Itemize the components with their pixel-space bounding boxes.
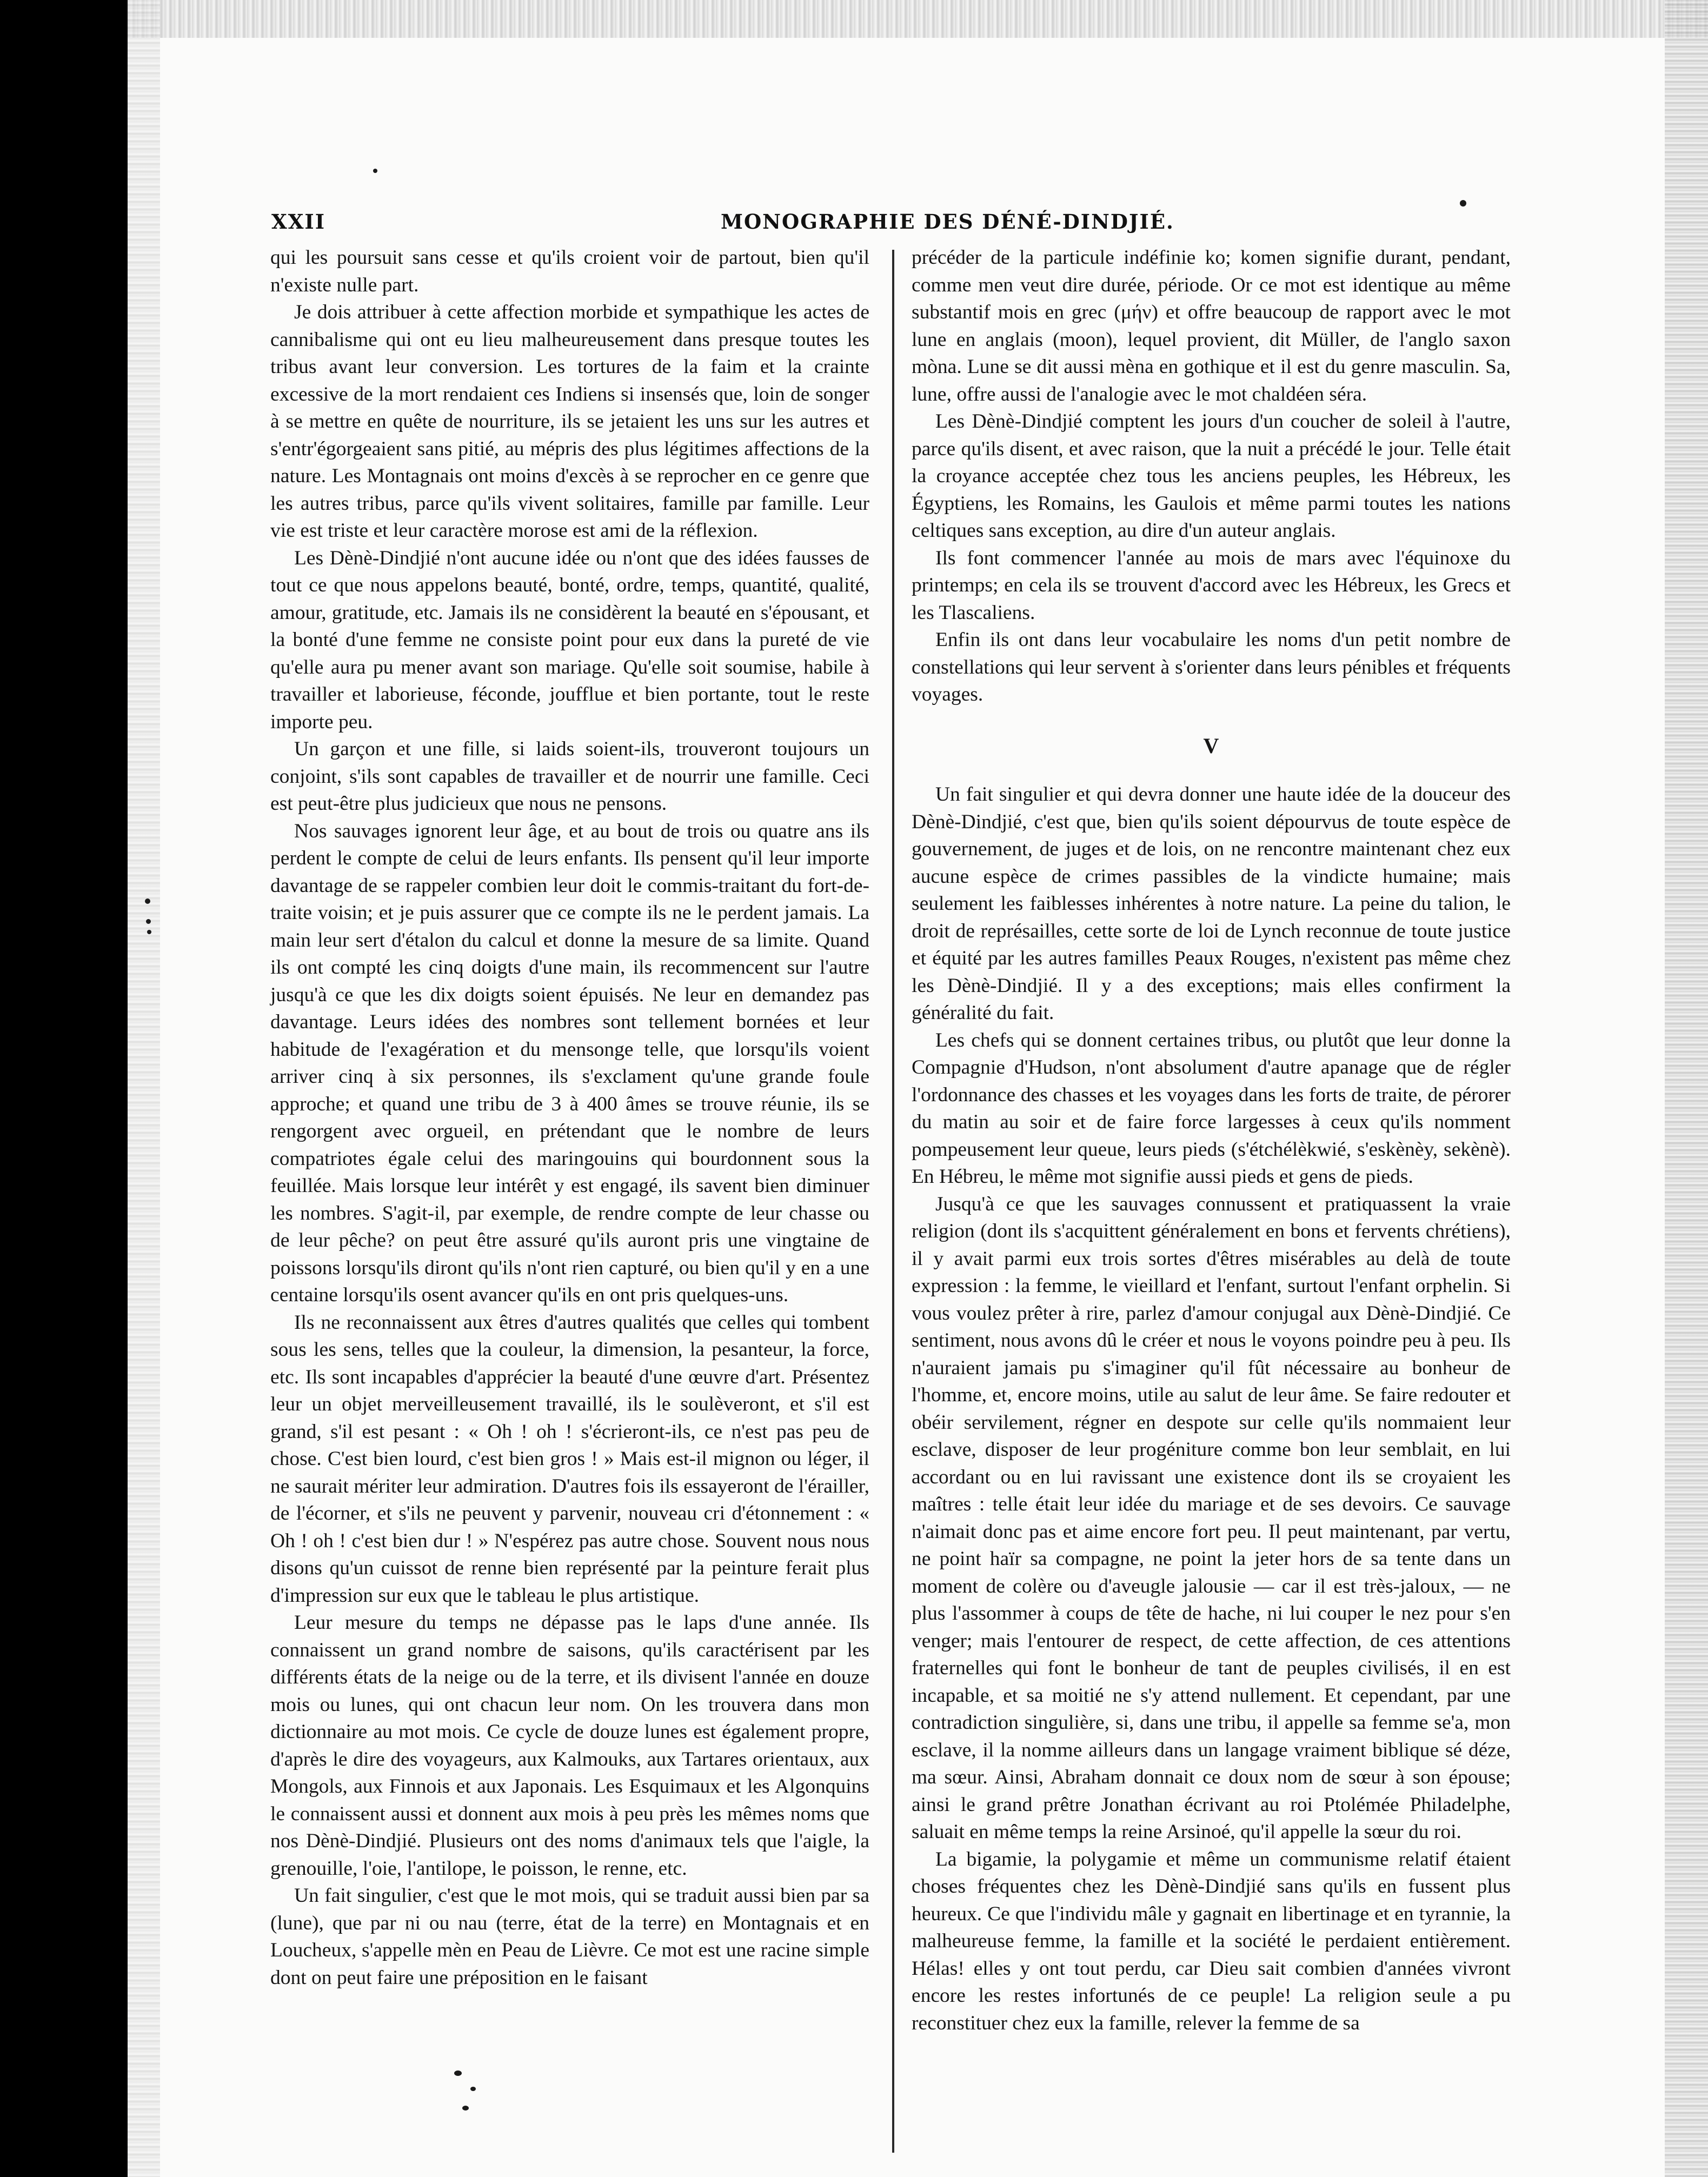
ink-speck [1460, 200, 1466, 207]
paragraph: Les Dènè-Dindjié comptent les jours d'un coucher de soleil à l'autre, parce qu'ils disent, et avec raison, que la nuit a précédé le jour. Telle était la croyance acceptée chez tous les anciens peuples, les Hébreux, les Égyptiens, les Romains, les Gaulois et même parmi toutes les nations celtiques sans exception, au dire d'un auteur anglais. [912, 410, 1511, 542]
paragraph: La bigamie, la polygamie et même un communisme relatif étaient choses fréquentes chez les Dènè-Dindjié sans qu'ils en fussent plus heureux. Ce que l'individu mâle y gagnait en libertinage et en tyrannie, la malheureuse femme, la famille et la société le perdaient entièrement. Hélas! elles y ont tout perdu, car Dieu sait combien d'années vivront encore les restes infortunés de ce peuple! La religion seule a pu reconstituer chez eux la famille, relever la femme de sa [912, 1848, 1511, 2034]
left-column [270, 244, 869, 1992]
paragraph: Les Dènè-Dindjié n'ont aucune idée ou n'ont que des idées fausses de tout ce que nous appelons beauté, bonté, ordre, temps, quantité, qualité, amour, gratitude, etc. Jamais ils ne considèrent la beauté en s'épousant, et la bonté d'une femme ne consiste point pour eux dans la pureté de vie qu'elle aura pu mener avant son mariage. Qu'elle soit soumise, habile à travailler et laborieuse, féconde, joufflue et bien portante, tout le reste importe peu. [270, 547, 869, 733]
page-top-edge [128, 0, 1708, 38]
page-number: XXII [271, 210, 326, 234]
paragraph: Un garçon et une fille, si laids soient-ils, trouveront toujours un conjoint, s'ils sont capables de travailler et de nourrir une famille. Ceci est peut-être plus judicieux que nous ne pensons. [270, 738, 869, 815]
ink-speck [145, 898, 150, 904]
paragraph: Je dois attribuer à cette affection morbide et sympathique les actes de cannibalisme qui ont eu lieu malheureusement dans presque toutes les tribus avant leur conversion. Les tortures de la faim et la crainte excessive de la mort rendaient ces Indiens si insensés que, loin de songer à se mettre en quête de nourriture, ils se jetaient les uns sur les autres et s'entr'égorgeaient sans pitié, au mépris des plus légitimes affections de la nature. Les Montagnais ont moins d'excès à se reprocher en ce genre que les autres tribus, parce qu'ils vivent solitaires, famille par famille. Leur vie est triste et leur caractère morose est ami de la réflexion. [270, 301, 869, 542]
paragraph: précéder de la particule indéfinie ko; komen signifie durant, pendant, comme men veut dire durée, période. Or ce mot est identique au même substantif mois en grec (μήν) et offre beaucoup de rapport avec le mot lune en anglais (moon), lequel provient, dit Müller, de l'anglo saxon mòna. Lune se dit aussi mèna en gothique et il est du genre masculin. Sa, lune, offre aussi de l'analogie avec le mot chaldéen séra. [912, 247, 1511, 405]
paragraph: Enfin ils ont dans leur vocabulaire les noms d'un petit nombre de constellations qui leur servent à s'orienter dans leurs pénibles et fréquents voyages. [912, 629, 1511, 705]
paragraph: Jusqu'à ce que les sauvages connussent et pratiquassent la vraie religion (dont ils s'acquittent généralement en bons et fervents chrétiens), il y avait parmi eux trois sortes d'êtres misérables au delà de toute expression : la femme, le vieillard et l'enfant, surtout l'enfant orphelin. Si vous voulez prêter à rire, parlez d'amour conjugal aux Dènè-Dindjié. Ce sentiment, nous avons dû le créer et nous le voyons poindre peu à peu. Ils n'auraient jamais pu s'imaginer qu'il fût nécessaire au bonheur de l'homme, et, encore moins, utile au salut de leur âme. Se faire redouter et obéir servilement, régner en despote sur celle qu'ils nommaient leur esclave, disposer de leur progéniture comme bon leur semblait, en lui accordant ou en lui ravissant une existence dont ils se croyaient les maîtres : telle était leur idée du mariage et de ses devoirs. Ce sauvage n'aimait donc pas et aime encore fort peu. Il peut maintenant, par vertu, ne point haïr sa compagne, ne point la jeter hors de sa tente dans un moment de colère ou d'aveugle jalousie — car il est très-jaloux, — ne plus l'assommer à coups de tête de hache, ni lui couper le nez pour s'en venger; mais l'entourer de respect, de cette affection, de ces attentions fraternelles qui font le bonheur de tant de peuples civilisés, il en est incapable, et sa moitié ne s'y attend nullement. Et cependant, par une contradiction singulière, si, dans une tribu, il appelle sa femme se'a, mon esclave, il la nomme ailleurs dans un langage vraiment biblique sé déze, ma sœur. Ainsi, Abraham donnait ce doux nom de sœur à son épouse; ainsi le grand prêtre Jonathan écrivant au roi Ptolémée Philadelphe, saluait en même temps la reine Arsinoé, qu'il appelle la sœur du roi. [912, 1193, 1511, 1843]
page-left-edge [128, 0, 160, 2177]
ink-speck [470, 2087, 476, 2091]
ink-speck [462, 2106, 469, 2111]
paragraph: Nos sauvages ignorent leur âge, et au bout de trois ou quatre ans ils perdent le compte de celui de leurs enfants. Ils pensent qu'il leur importe davantage de se rappeler combien leur doit le commis-traitant du fort-de-traite voisin; et je puis assurer que ce compte ils ne le perdent jamais. La main leur sert d'étalon du calcul et donne la mesure de sa limite. Quand ils ont compté les cinq doigts d'une main, ils recommencent sur l'autre jusqu'à ce que les dix doigts soient épuisés. Ne leur en demandez pas davantage. Leurs idées des nombres sont tellement bornées et leur habitude de l'exagération et du mensonge telle, que lorsqu'ils voient arriver cinq à six personnes, ils s'exclament qu'une grande foule approche; et quand une tribu de 3 à 400 âmes se trouve réunie, ils se rengorgent avec orgueil, en prétendant que le nombre de leurs compatriotes égale celui des maringouins qui bourdonnent sous la feuillée. Mais lorsque leur intérêt y est engagé, ils savent bien diminuer les nombres. S'agit-il, par exemple, de rendre compte de leur chasse ou de leur pêche? on peut être assuré qu'ils auront pris une vingtaine de poissons lorsqu'ils diront qu'ils n'ont rien capturé, ou bien qu'il y en a une centaine lorsqu'ils osent avancer qu'ils en ont pris quelques-uns. [270, 820, 869, 1306]
paragraph: Leur mesure du temps ne dépasse pas le laps d'une année. Ils connaissent un grand nombre de saisons, qu'ils caractérisent par les différents états de la neige ou de la terre, et ils divisent l'année en douze mois ou lunes, qui ont chacun leur nom. On les trouvera dans mon dictionnaire au mot mois. Ce cycle de douze lunes est également propre, d'après le dire des voyageurs, aux Kalmouks, aux Tartares orientaux, aux Mongols, aux Finnois et aux Japonais. Les Esquimaux et les Algonquins le connaissent aussi et donnent aux mois à peu près les mêmes noms que nos Dènè-Dindjié. Plusieurs ont des noms d'animaux tels que l'aigle, la grenouille, l'oie, l'antilope, le poisson, le renne, etc. [270, 1612, 869, 1880]
column-rule [892, 250, 894, 2153]
paragraph: Ils font commencer l'année au mois de mars avec l'équinoxe du printemps; en cela ils se trouvent d'accord avec les Hébreux, les Grecs et les Tlascaliens. [912, 547, 1511, 624]
ink-speck [147, 930, 151, 934]
paragraph: Un fait singulier, c'est que le mot mois, qui se traduit aussi bien par sa (lune), que par ni ou nau (terre, état de la terre) en Montagnais et en Loucheux, s'appelle mèn en Peau de Lièvre. Ce mot est une racine simple dont on peut faire une préposition en le faisant [270, 1885, 869, 1989]
ink-speck [146, 919, 151, 924]
paragraph: Ils ne reconnaissent aux êtres d'autres qualités que celles qui tombent sous les sens, telles que la couleur, la dimension, la pesanteur, la force, etc. Ils sont incapables d'apprécier la beauté d'une œuvre d'art. Présentez leur un objet merveilleusement travaillé, ils le soulèveront, et s'il est grand, s'il est pesant : « Oh ! oh ! s'écrieront-ils, ce n'est pas peu de chose. C'est bien lourd, c'est bien gros ! » Mais est-il mignon ou léger, il ne saurait mériter leur admiration. D'autres fois ils essayeront de l'érailler, de l'écorner, et s'ils ne peuvent y parvenir, nouveau cri d'étonnement : « Oh ! oh ! c'est bien dur ! » N'espérez pas autre chose. Souvent nous nous disons qu'un cuissot de renne bien représenté par la peinture ferait plus d'impression sur eux que le tableau le plus artistique. [270, 1311, 869, 1607]
section-heading: V [1203, 733, 1219, 758]
paragraph: qui les poursuit sans cesse et qu'ils croient voir de partout, bien qu'il n'existe nulle part. [270, 247, 869, 296]
paragraph: Les chefs qui se donnent certaines tribus, ou plutôt que leur donne la Compagnie d'Hudson, n'ont absolument d'autre apanage que de régler l'ordonnance des chasses et les voyages dans les forts de traite, de pérorer du matin au soir et de faire force largesses à ceux qu'ils nomment pompeusement leur queue, leurs pieds (s'étchélèkwié, s'eskènèy, sekènè). En Hébreu, le même mot signifie aussi pieds et gens de pieds. [912, 1029, 1511, 1188]
right-column [912, 244, 1511, 2037]
running-title: MONOGRAPHIE DES DÉNÉ-DINDJIÉ. [721, 210, 1174, 234]
ink-speck [454, 2071, 462, 2076]
page-right-edge [1665, 0, 1708, 2177]
ink-speck [373, 169, 377, 173]
paragraph: Un fait singulier et qui devra donner une haute idée de la douceur des Dènè-Dindjié, c'est que, bien qu'ils soient dépourvus de toute espèce de gouvernement, de juges et de lois, on ne rencontre maintenant chez eux aucune espèce de crimes passibles de la vindicte humaine; mais seulement les faiblesses inhérentes à notre nature. La peine du talion, le droit de représailles, cette sorte de loi de Lynch reconnue de toute justice et équité par les autres familles Peaux Rouges, n'existent pas même chez les Dènè-Dindjié. Il y a des exceptions; mais elles confirment la généralité du fait. [912, 783, 1511, 1024]
